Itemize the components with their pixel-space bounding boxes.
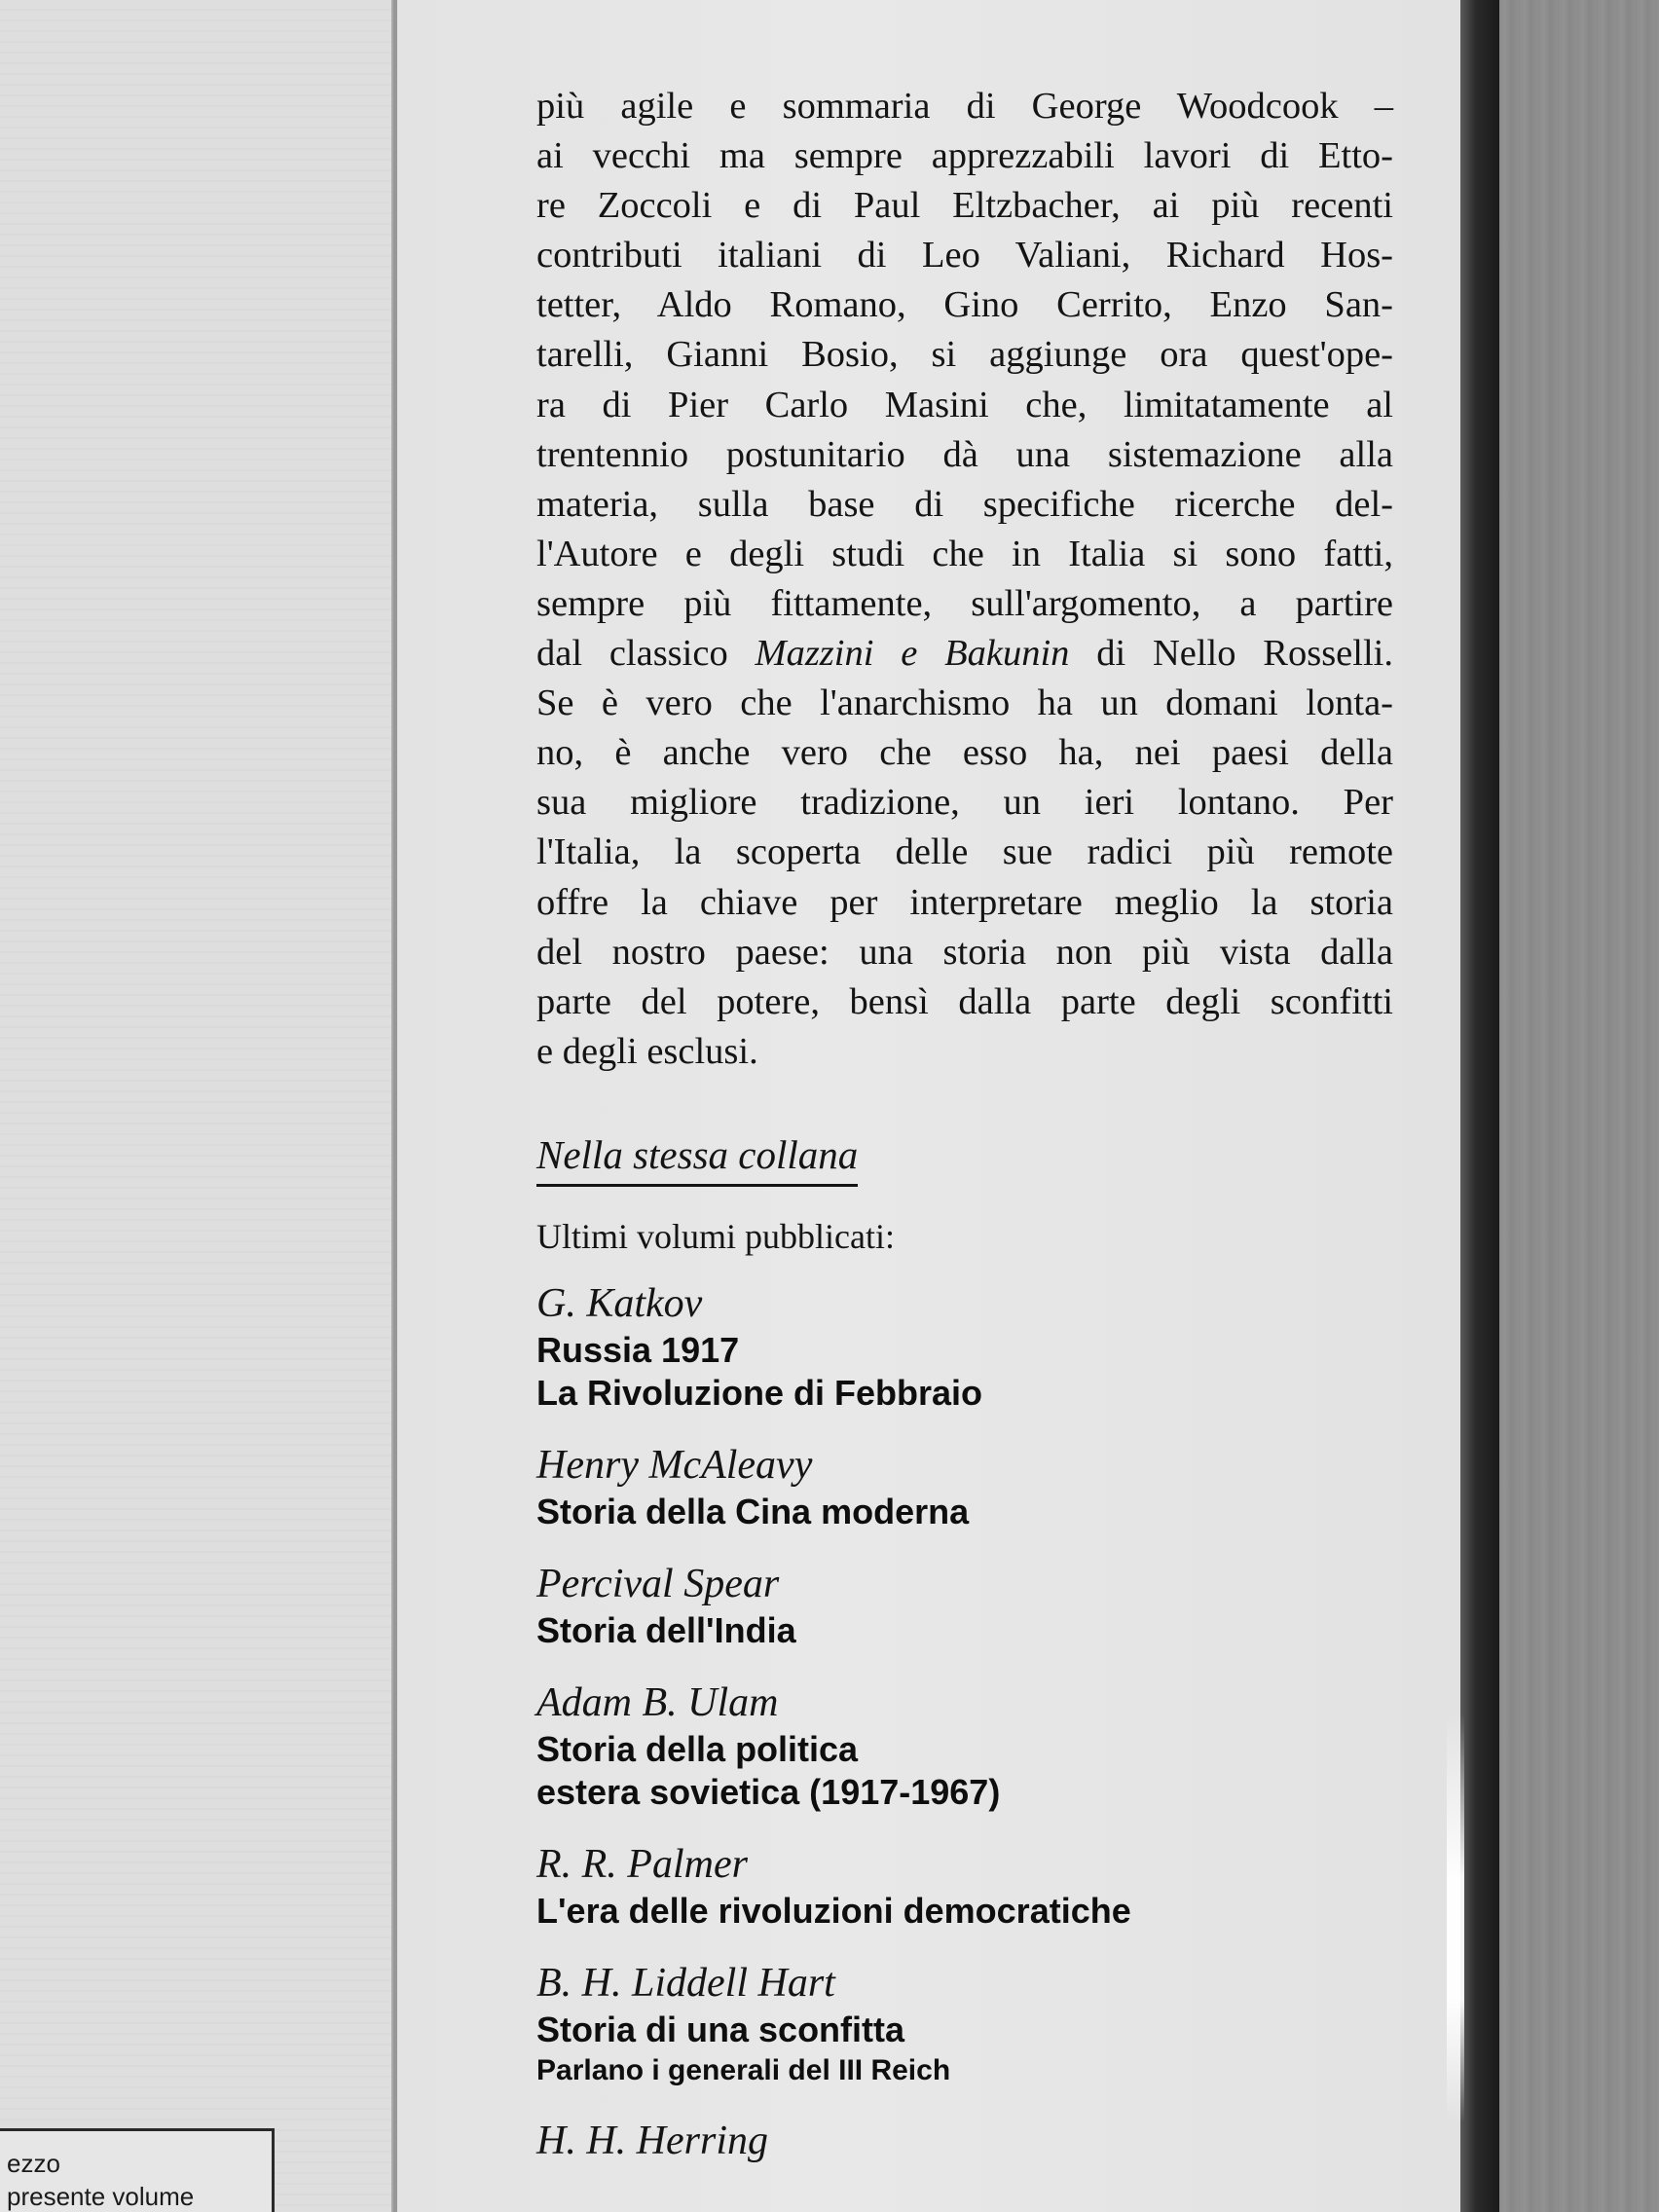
series-entry (536, 1958, 1393, 2090)
entry-title: La Rivoluzione di Febbraio (536, 1372, 983, 1413)
entry-author: Henry McAleavy (536, 1442, 813, 1488)
price-box (0, 2128, 275, 2212)
left-flap (0, 0, 393, 2212)
entry-author: H. H. Herring (536, 2118, 768, 2163)
book-spine (1460, 0, 1499, 2212)
blurb-line: ai vecchi ma sempre apprezzabili lavori di Etto- (536, 135, 1393, 177)
blurb-line: trentennio postunitario dà una sistemazione alla (536, 433, 1393, 475)
entry-title: Storia di una sconfitta (536, 2009, 905, 2049)
blurb-line: offre la chiave per interpretare meglio la storia (536, 881, 1393, 923)
entry-title: Storia della politica (536, 1728, 859, 1769)
blurb-line: e degli esclusi. (536, 1030, 758, 1072)
blurb-text (536, 82, 1393, 1077)
series-entry (536, 1440, 1393, 1533)
blurb-line-before: dal classico (536, 633, 728, 675)
blurb-line-after: di Nello Rosselli. (1096, 633, 1393, 675)
series-entry (536, 1677, 1393, 1814)
series-entry (536, 1559, 1393, 1652)
series-entry (536, 1839, 1393, 1933)
blurb-line: l'Italia, la scoperta delle sue radici più remote (536, 831, 1393, 873)
entry-subtitle: Parlano i generali del III Reich (536, 2053, 951, 2086)
entry-author: Percival Spear (536, 1561, 780, 1606)
text-column (536, 82, 1393, 2166)
blurb-line: tetter, Aldo Romano, Gino Cerrito, Enzo San- (536, 284, 1393, 326)
entry-author: B. H. Liddell Hart (536, 1960, 835, 2006)
series-list (536, 1278, 1393, 2166)
series-subheading: Ultimi volumi pubblicati: (536, 1216, 895, 1256)
blurb-line: del nostro paese: una storia non più vista dalla (536, 931, 1393, 973)
blurb-line: tarelli, Gianni Bosio, si aggiunge ora quest'ope- (536, 334, 1393, 376)
price-box-line-1: ezzo (7, 2149, 60, 2178)
price-box-line-2: presente volume (7, 2182, 195, 2211)
blurb-line: no, è anche vero che esso ha, nei paesi della (536, 732, 1393, 774)
spine-glare (1447, 1714, 1464, 2122)
blurb-line: Se è vero che l'anarchismo ha un domani lonta- (536, 682, 1393, 724)
entry-title: L'era delle rivoluzioni democratiche (536, 1890, 1131, 1931)
entry-title: Russia 1917 (536, 1329, 740, 1370)
wood-background (1499, 0, 1659, 2212)
blurb-line (536, 629, 1393, 679)
entry-title: estera sovietica (1917-1967) (536, 1771, 1001, 1812)
blurb-line: l'Autore e degli studi che in Italia si sono fatti, (536, 533, 1393, 574)
series-heading: Nella stessa collana (536, 1131, 858, 1187)
series-entry (536, 1278, 1393, 1415)
blurb-line: contributi italiani di Leo Valiani, Richard Hos- (536, 235, 1393, 276)
blurb-line: più agile e sommaria di George Woodcook – (536, 86, 1393, 127)
entry-author: G. Katkov (536, 1280, 703, 1326)
entry-author: Adam B. Ulam (536, 1679, 779, 1725)
blurb-line: re Zoccoli e di Paul Eltzbacher, ai più recenti (536, 185, 1393, 227)
blurb-line: sempre più fittamente, sull'argomento, a partire (536, 582, 1393, 624)
blurb-line: parte del potere, bensì dalla parte degli sconfitti (536, 980, 1393, 1022)
entry-title: Storia della Cina moderna (536, 1491, 970, 1531)
entry-author: R. R. Palmer (536, 1841, 748, 1887)
blurb-line: materia, sulla base di specifiche ricerche del- (536, 483, 1393, 525)
blurb-line: sua migliore tradizione, un ieri lontano. Per (536, 782, 1393, 824)
series-entry (536, 2116, 1393, 2166)
entry-title: Storia dell'India (536, 1609, 796, 1650)
blurb-line: ra di Pier Carlo Masini che, limitatamente al (536, 384, 1393, 425)
book-reference: Mazzini e Bakunin (755, 633, 1070, 675)
